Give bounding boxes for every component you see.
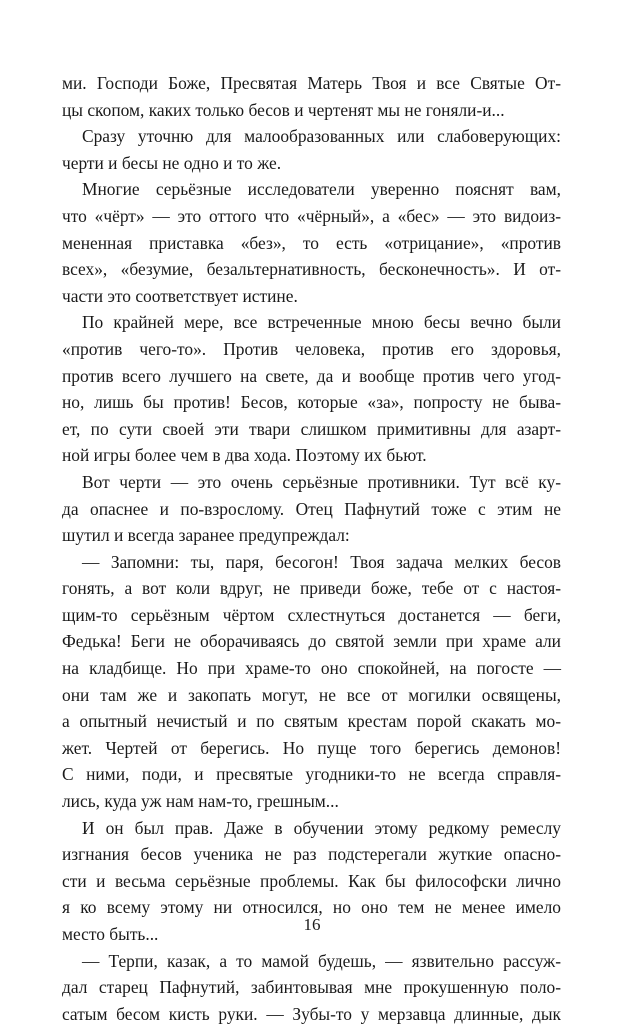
- text-line: С ними, поди, и пресвятые угодники-то не всегда справля-: [62, 764, 561, 785]
- text-line: шутил и всегда заранее предупреждал:: [62, 525, 350, 546]
- text-line: мененная приставка «без», то есть «отрицание», «против: [62, 232, 561, 253]
- text-line: Сразу уточню для малообразованных или слабоверующих:: [82, 126, 561, 147]
- text-line: что «чёрт» — это оттого что «чёрный», а «бес» — это видоиз-: [62, 205, 561, 226]
- text-line: ет, по сути своей эти твари слишком примитивны для азарт-: [62, 418, 561, 439]
- text-line: ной игры более чем в два хода. Поэтому их бьют.: [62, 445, 427, 466]
- text-line: я ко всему этому ни относился, но оно тем не менее имело: [62, 897, 561, 918]
- text-line: части это соответствует истине.: [62, 285, 298, 306]
- text-line: жет. Чертей от берегись. Но пуще того берегись демонов!: [62, 737, 561, 758]
- text-line: И он был прав. Даже в обучении этому редкому ремеслу: [82, 817, 561, 838]
- text-line: всех», «безумие, безальтернативность, бесконечность». И от-: [62, 259, 561, 280]
- text-line: дал старец Пафнутий, забинтовывая мне прокушенную поло-: [62, 977, 561, 998]
- text-line: Вот черти — это очень серьёзные противники. Тут всё ку-: [82, 471, 561, 492]
- text-line: место быть...: [62, 924, 159, 944]
- text-line: изгнания бесов ученика не раз подстерегали жуткие опасно-: [62, 844, 561, 865]
- text-line: а опытный нечистый и по святым крестам порой скакать мо-: [62, 711, 561, 732]
- text-line: — Запомни: ты, паря, бесогон! Твоя задача мелких бесов: [82, 551, 561, 572]
- text-line: лись, куда уж нам нам-то, грешным...: [62, 791, 339, 812]
- text-line: на кладбище. Но при храме-то оно спокойней, на погосте —: [62, 658, 561, 679]
- text-line: против всего лучшего на свете, да и вообще против чего угод-: [62, 365, 561, 386]
- text-line: сти и весьма серьёзные проблемы. Как бы философски лично: [62, 870, 561, 891]
- text-line: — Терпи, казак, а то мамой будешь, — язвительно рассуж-: [82, 950, 561, 971]
- text-line: По крайней мере, все встреченные мною бесы вечно были: [82, 312, 561, 333]
- text-line: да опаснее и по-взрослому. Отец Пафнутий тоже с этим не: [62, 498, 561, 519]
- text-line: Федька! Беги не оборачиваясь до святой земли при храме али: [62, 631, 561, 652]
- text-line: цы скопом, каких только бесов и чертенят мы не гоняли-и...: [62, 99, 505, 120]
- page-number: 16: [303, 915, 321, 934]
- text-line: но, лишь бы против! Бесов, которые «за», попросту не быва-: [62, 392, 561, 413]
- text-line: «против чего-то». Против человека, против его здоровья,: [62, 338, 561, 359]
- text-line: щим-то серьёзным чёртом схлестнуться достанется — беги,: [62, 604, 561, 625]
- text-line: они там же и закопать могут, не все от могилки освящены,: [62, 684, 561, 705]
- text-line: сатым бесом кисть руки. — Зубы-то у мерзавца длинные, дык: [62, 1003, 561, 1024]
- text-line: ми. Господи Боже, Пресвятая Матерь Твоя и все Святые От-: [62, 73, 561, 93]
- page-body: [62, 70, 561, 1027]
- text-line: гонять, а вот коли вдруг, не приведи боже, тебе от с настоя-: [62, 578, 561, 599]
- text-line: Многие серьёзные исследователи уверенно пояснят вам,: [82, 179, 561, 200]
- text-line: черти и бесы не одно и то же.: [62, 152, 282, 173]
